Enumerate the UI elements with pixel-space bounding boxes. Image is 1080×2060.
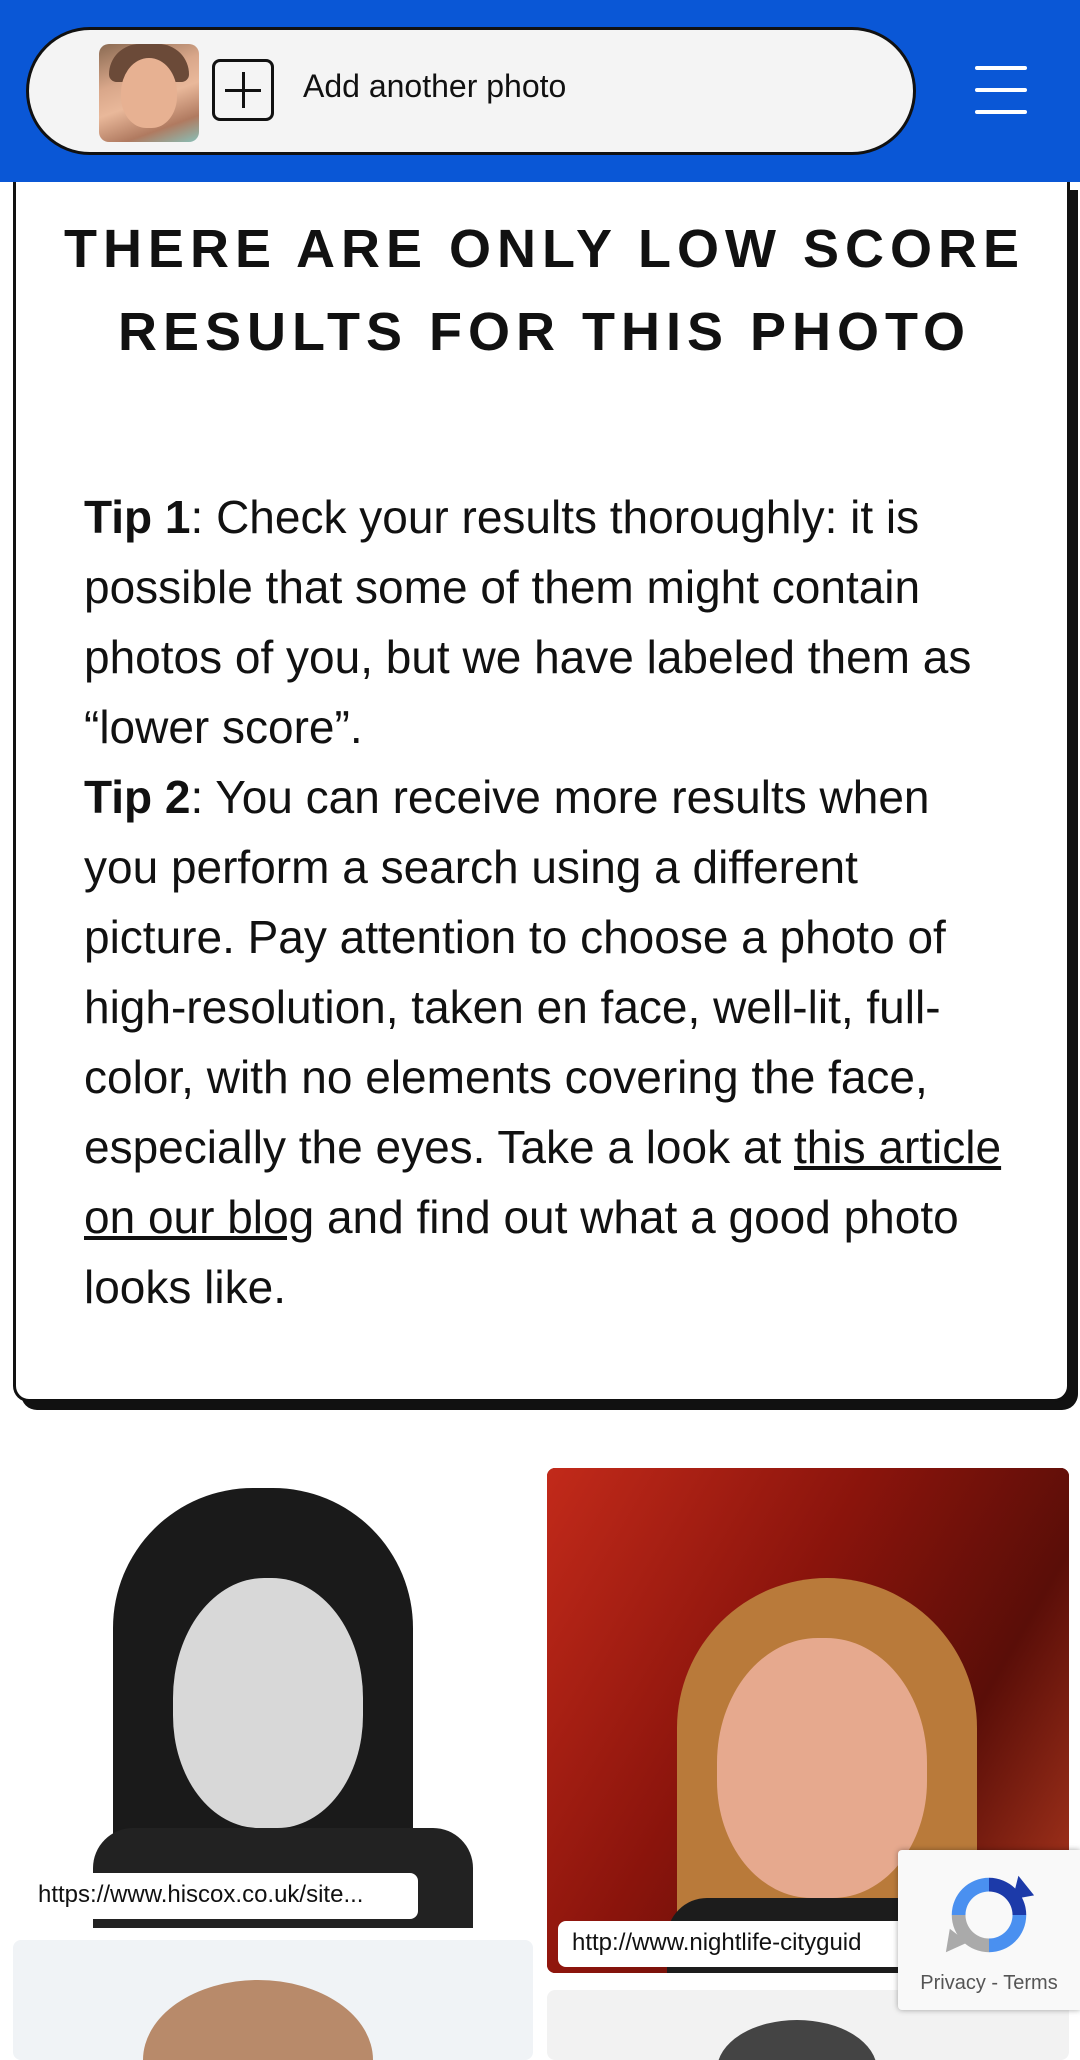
tip1-label: Tip 1 [84, 491, 191, 543]
menu-line [975, 66, 1027, 70]
avatar-face [121, 58, 177, 128]
notice-title: THERE ARE ONLY LOW SCORE RESULTS FOR THIS PHOTO [63, 219, 1026, 362]
tip1-text: : Check your results thoroughly: it is possible that some of them might contain photos of you, but we have labeled them as “lower score”. [84, 491, 972, 753]
portrait-face [717, 1638, 927, 1898]
tip2-label: Tip 2 [84, 771, 191, 823]
recaptcha-links [898, 1972, 1080, 1995]
portrait-face [173, 1578, 363, 1828]
recaptcha-icon [940, 1866, 1038, 1964]
portrait-partial [717, 2020, 877, 2060]
result-image-3[interactable] [13, 1940, 533, 2060]
uploaded-photo-thumbnail[interactable] [99, 44, 199, 142]
tips-text [84, 482, 1004, 1322]
tip2-text-after: and find out what a good photo looks like. [84, 1191, 959, 1313]
menu-line [975, 110, 1027, 114]
terms-link[interactable]: Terms [1003, 1972, 1058, 1994]
add-another-photo-label[interactable]: Add another photo [303, 68, 567, 104]
result-image-1[interactable] [13, 1468, 533, 1928]
low-score-notice-card [13, 182, 1070, 1402]
result-url-1[interactable]: https://www.hiscox.co.uk/site... [24, 1873, 418, 1919]
plus-icon[interactable] [212, 59, 274, 121]
menu-line [975, 88, 1027, 92]
portrait-partial [143, 1980, 373, 2060]
result-url-2[interactable]: http://www.nightlife-cityguid [558, 1921, 926, 1967]
top-bar [0, 0, 1080, 182]
blog-article-link[interactable]: this article on our blog [84, 1121, 1002, 1243]
privacy-link[interactable]: Privacy [920, 1972, 986, 1994]
link-separator: - [985, 1972, 1004, 1994]
hamburger-menu-icon[interactable] [975, 66, 1027, 114]
recaptcha-badge[interactable] [898, 1850, 1080, 2010]
add-photo-bar[interactable] [26, 27, 916, 155]
tip2-text-before: : You can receive more results when you perform a search using a different picture. Pay attention to choose a photo of high-resolution, taken en face, well-lit, full-color, with no elements covering the face, especially the eyes. Take a look at [84, 771, 946, 1173]
